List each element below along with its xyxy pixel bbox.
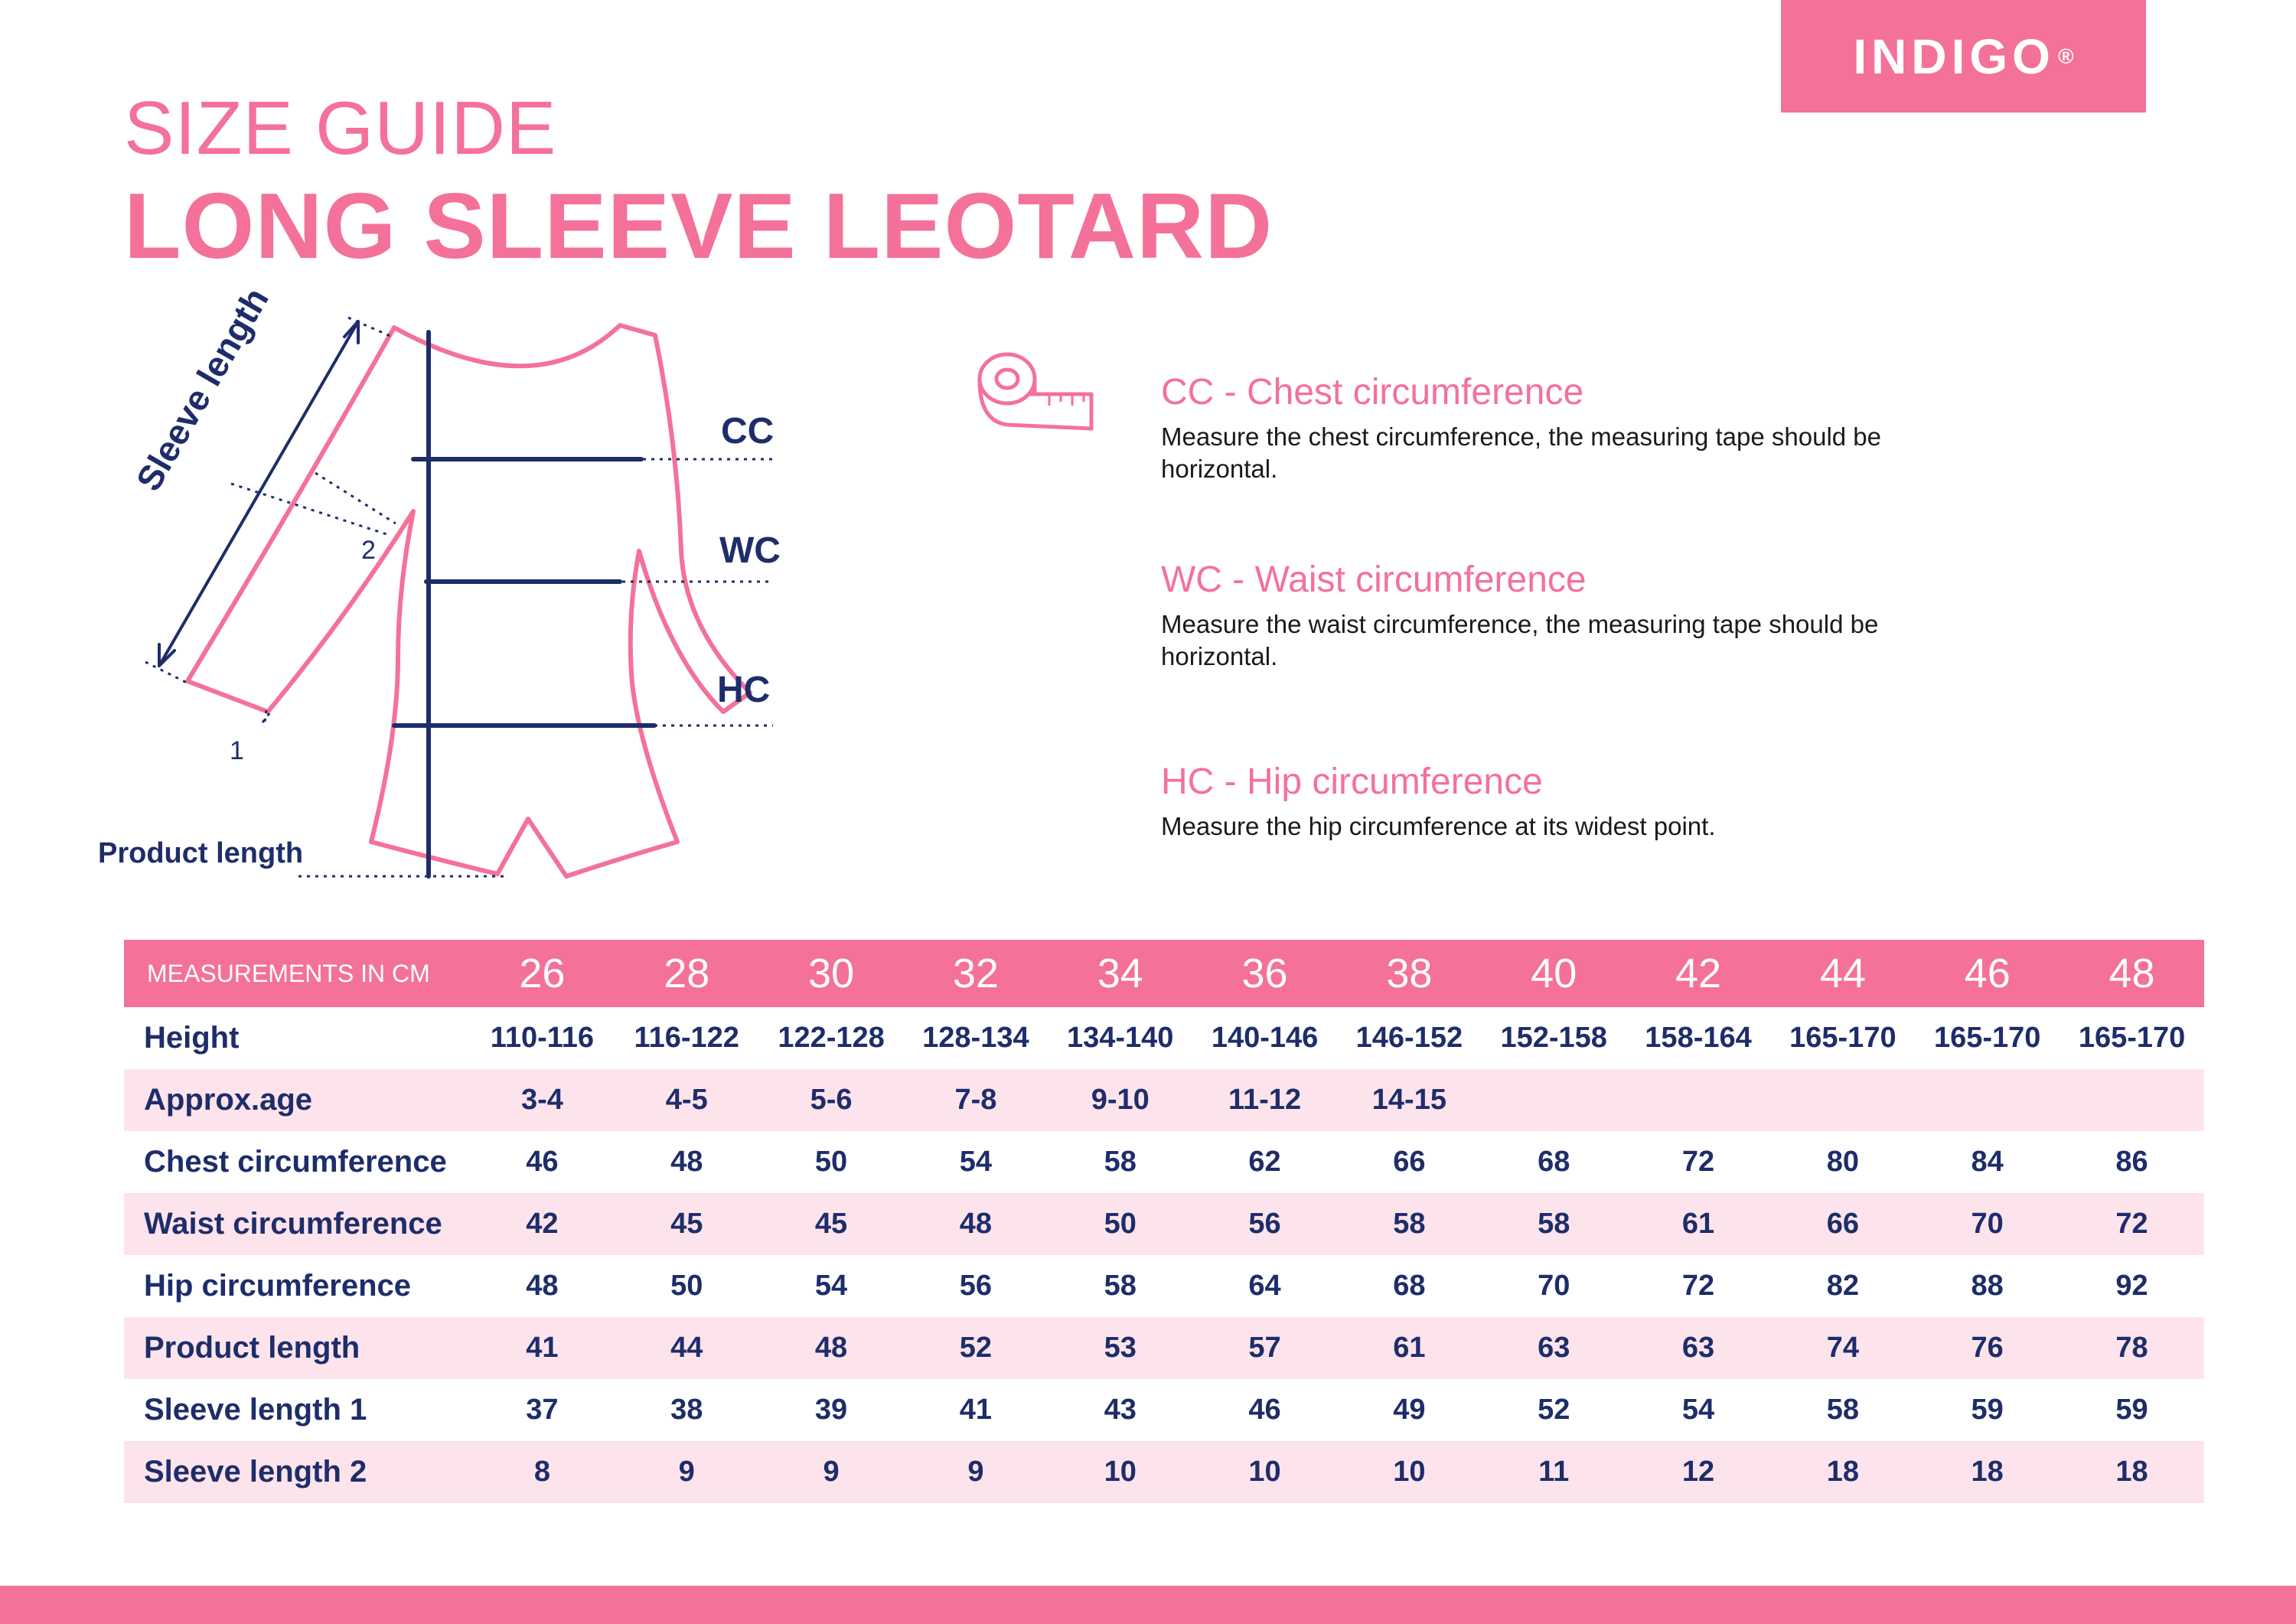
row-label: Sleeve length 2 [124, 1441, 470, 1503]
brand-registered-mark: ® [2057, 44, 2074, 68]
table-cell [1482, 1069, 1626, 1131]
measuring-tape-icon [969, 348, 1099, 440]
table-cell: 68 [1538, 1146, 1570, 1178]
table-cell: 44 [615, 1317, 759, 1379]
size-header: 48 [2060, 940, 2204, 1007]
size-header: 42 [1626, 940, 1771, 1007]
table-cell: 49 [1393, 1394, 1426, 1426]
table-cell: 59 [2115, 1394, 2148, 1426]
legend-cc [1161, 370, 1926, 485]
table-cell: 158-164 [1645, 1022, 1752, 1054]
table-cell: 10 [1192, 1441, 1337, 1503]
legend-cc-text: Measure the chest circumference, the measuring tape should be horizontal. [1161, 422, 1882, 483]
table-cell: 72 [2060, 1193, 2204, 1255]
row-label: Chest circumference [144, 1145, 447, 1179]
row-label: Sleeve length 1 [144, 1393, 367, 1427]
legend-hc [1161, 760, 1926, 843]
table-cell: 68 [1393, 1270, 1426, 1302]
table-cell: 74 [1770, 1317, 1915, 1379]
table-cell: 63 [1482, 1317, 1626, 1379]
size-header: 26 [470, 940, 615, 1007]
size-header: 46 [1915, 940, 2060, 1007]
table-cell: 52 [1538, 1394, 1570, 1426]
size-table-body [124, 1007, 2204, 1503]
marker-1-label: 1 [230, 736, 244, 765]
table-cell: 9-10 [1048, 1069, 1192, 1131]
size-header: 28 [615, 940, 759, 1007]
table-row [124, 1317, 2204, 1379]
table-cell: 110-116 [490, 1022, 595, 1054]
table-cell: 140-146 [1211, 1022, 1319, 1054]
table-cell: 43 [1104, 1394, 1137, 1426]
table-cell: 84 [1971, 1146, 2004, 1178]
table-cell: 48 [670, 1146, 703, 1178]
table-cell: 58 [1826, 1394, 1859, 1426]
table-cell: 57 [1192, 1317, 1337, 1379]
table-cell: 128-134 [922, 1022, 1029, 1054]
size-header: 38 [1337, 940, 1482, 1007]
wc-label: WC [719, 530, 781, 571]
table-row [124, 1069, 2204, 1131]
table-cell: 45 [615, 1193, 759, 1255]
row-label: Approx.age [124, 1069, 470, 1131]
size-header: 34 [1048, 940, 1192, 1007]
table-cell: 165-170 [1933, 1022, 2041, 1054]
table-cell: 146-152 [1355, 1022, 1463, 1054]
table-row [124, 1379, 2204, 1441]
table-cell: 56 [1192, 1193, 1337, 1255]
table-cell: 86 [2115, 1146, 2148, 1178]
page-subtitle: SIZE GUIDE [124, 86, 557, 170]
table-cell: 50 [1048, 1193, 1192, 1255]
table-cell: 4-5 [615, 1069, 759, 1131]
table-cell [1626, 1069, 1771, 1131]
table-cell: 66 [1393, 1146, 1426, 1178]
table-cell: 116-122 [634, 1022, 739, 1054]
table-cell: 18 [1770, 1441, 1915, 1503]
table-cell: 42 [470, 1193, 615, 1255]
table-cell: 80 [1826, 1146, 1859, 1178]
table-cell: 46 [1248, 1394, 1281, 1426]
table-cell: 3-4 [470, 1069, 615, 1131]
table-cell: 38 [670, 1394, 703, 1426]
cc-label: CC [721, 411, 775, 452]
table-cell: 9 [615, 1441, 759, 1503]
hc-label: HC [717, 670, 771, 710]
table-row [124, 1007, 2204, 1069]
table-cell: 14-15 [1337, 1069, 1482, 1131]
size-header: 44 [1770, 940, 1915, 1007]
table-cell: 54 [959, 1146, 993, 1178]
table-cell: 56 [959, 1270, 993, 1302]
product-length-label: Product length [98, 837, 304, 869]
table-cell [1915, 1069, 2060, 1131]
brand-name: INDIGO [1853, 28, 2055, 84]
table-cell: 9 [759, 1441, 904, 1503]
table-cell: 10 [1048, 1441, 1192, 1503]
table-cell: 48 [526, 1270, 559, 1302]
table-cell: 72 [1681, 1146, 1715, 1178]
table-cell: 5-6 [759, 1069, 904, 1131]
table-cell: 92 [2115, 1270, 2148, 1302]
table-cell: 59 [1971, 1394, 2004, 1426]
footer-bar [0, 1586, 2296, 1624]
row-label: Product length [124, 1317, 470, 1379]
legend-hc-text: Measure the hip circumference at its widest point. [1161, 812, 1716, 840]
table-row [124, 1441, 2204, 1503]
row-label: Hip circumference [144, 1269, 412, 1303]
table-cell: 72 [1681, 1270, 1715, 1302]
table-cell: 54 [814, 1270, 848, 1302]
legend-wc [1161, 558, 1926, 673]
table-cell: 50 [670, 1270, 703, 1302]
table-cell: 76 [1915, 1317, 2060, 1379]
table-cell: 82 [1826, 1270, 1859, 1302]
table-cell: 61 [1626, 1193, 1771, 1255]
table-cell: 18 [2060, 1441, 2204, 1503]
table-cell: 54 [1681, 1394, 1715, 1426]
table-cell: 61 [1337, 1317, 1482, 1379]
table-cell [2060, 1069, 2204, 1131]
table-cell: 37 [526, 1394, 559, 1426]
legend-hc-heading: HC - Hip circumference [1161, 761, 1543, 802]
size-table [124, 940, 2204, 1503]
size-header: 32 [903, 940, 1048, 1007]
table-cell: 64 [1248, 1270, 1281, 1302]
table-cell: 165-170 [2078, 1022, 2186, 1054]
table-row [124, 1255, 2204, 1317]
table-cell: 9 [903, 1441, 1048, 1503]
table-cell: 11 [1482, 1441, 1626, 1503]
table-cell: 10 [1337, 1441, 1482, 1503]
table-cell: 58 [1337, 1193, 1482, 1255]
brand-logo [1781, 0, 2146, 113]
leotard-diagram [92, 281, 895, 899]
table-cell: 45 [759, 1193, 904, 1255]
marker-2-label: 2 [361, 536, 376, 565]
page-title: LONG SLEEVE LEOTARD [124, 174, 1274, 278]
table-cell: 58 [1104, 1146, 1137, 1178]
table-cell: 48 [759, 1317, 904, 1379]
table-cell: 7-8 [903, 1069, 1048, 1131]
size-header: 30 [759, 940, 904, 1007]
table-cell: 58 [1482, 1193, 1626, 1255]
table-cell: 41 [959, 1394, 993, 1426]
table-cell: 50 [814, 1146, 848, 1178]
table-cell: 165-170 [1789, 1022, 1896, 1054]
size-header: 40 [1482, 940, 1626, 1007]
table-cell: 39 [814, 1394, 848, 1426]
table-cell: 53 [1048, 1317, 1192, 1379]
table-cell: 18 [1915, 1441, 2060, 1503]
table-cell: 12 [1626, 1441, 1771, 1503]
table-cell: 70 [1538, 1270, 1570, 1302]
table-cell: 88 [1971, 1270, 2004, 1302]
table-cell: 48 [903, 1193, 1048, 1255]
legend-cc-heading: CC - Chest circumference [1161, 372, 1584, 413]
sleeve-length-label: Sleeve length [128, 281, 276, 497]
table-cell: 66 [1770, 1193, 1915, 1255]
table-cell: 8 [470, 1441, 615, 1503]
table-cell: 152-158 [1500, 1022, 1607, 1054]
table-cell [1770, 1069, 1915, 1131]
size-header: 36 [1192, 940, 1337, 1007]
table-cell: 70 [1915, 1193, 2060, 1255]
table-cell: 41 [470, 1317, 615, 1379]
table-cell: 11-12 [1192, 1069, 1337, 1131]
table-cell: 122-128 [778, 1022, 885, 1054]
row-label: Waist circumference [124, 1193, 470, 1255]
legend-wc-text: Measure the waist circumference, the measuring tape should be horizontal. [1161, 610, 1879, 670]
row-label: Height [144, 1021, 240, 1055]
table-header-label: MEASUREMENTS IN CM [124, 940, 470, 1007]
table-cell: 46 [526, 1146, 559, 1178]
table-cell: 62 [1248, 1146, 1281, 1178]
table-cell: 134-140 [1066, 1022, 1174, 1054]
table-cell: 58 [1104, 1270, 1137, 1302]
table-cell: 78 [2060, 1317, 2204, 1379]
table-row [124, 1131, 2204, 1193]
legend-wc-heading: WC - Waist circumference [1161, 559, 1587, 600]
table-cell: 63 [1626, 1317, 1771, 1379]
size-table-header-row [124, 940, 2204, 1007]
table-cell: 52 [903, 1317, 1048, 1379]
table-row [124, 1193, 2204, 1255]
